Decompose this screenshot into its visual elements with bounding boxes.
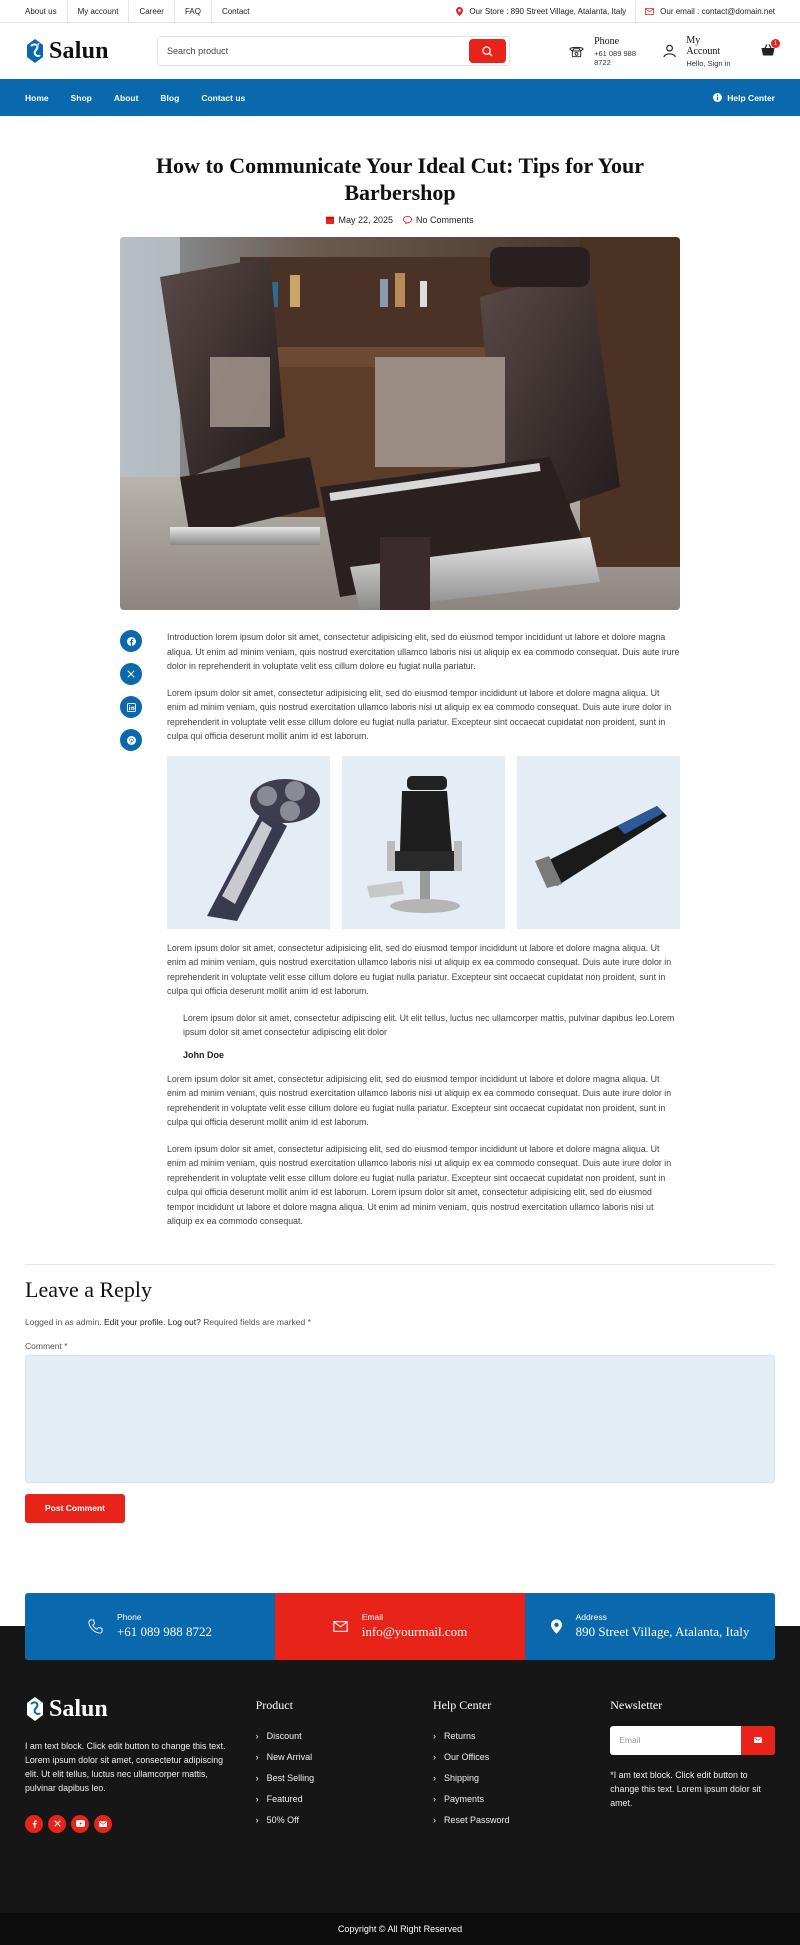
phone-handset-icon [88, 1619, 103, 1634]
cart-count-badge: 1 [771, 39, 780, 48]
logo-text: Salun [49, 37, 109, 64]
user-icon [663, 44, 676, 58]
footer-link-returns[interactable] [433, 1726, 610, 1747]
envelope-icon [754, 1737, 762, 1743]
barber-chairs-photo [120, 237, 680, 610]
header-account[interactable] [663, 35, 733, 68]
hair-trimmer-icon [517, 756, 680, 929]
post-comments-text: No Comments [416, 215, 474, 225]
footer-product-title: Product [255, 1697, 293, 1712]
chevron-right-icon: › [255, 1773, 259, 1783]
telephone-icon [569, 45, 584, 58]
footer-socials [25, 1815, 231, 1833]
footer-link-label: New Arrival [266, 1752, 313, 1762]
footer-link-offices[interactable] [433, 1747, 610, 1768]
log-out-link[interactable]: Log out? [167, 1316, 201, 1327]
search-button[interactable] [469, 39, 506, 63]
post-comments[interactable] [403, 215, 474, 225]
site-footer [0, 1626, 800, 1913]
header-phone[interactable] [569, 36, 651, 67]
footer-area [0, 1593, 800, 1945]
top-bar [0, 0, 800, 23]
top-link-account[interactable]: My account [67, 0, 129, 22]
gallery-shaver-image[interactable] [167, 756, 330, 929]
footer-product-column [256, 1696, 433, 1913]
footer-help-column [433, 1696, 610, 1913]
share-linkedin[interactable] [120, 696, 142, 718]
newsletter-text: *I am text block. Click edit button to change this text. Lorem ipsum dolor sit amet. [610, 1769, 761, 1808]
quote-text: Lorem ipsum dolor sit amet, consectetur adipiscing elit. Ut elit tellus, luctus nec ullamcorper mattis, pulvinar dapibus leo.Lorem ipsum dolor sit amet consectetur adipiscing elit dolor [183, 1012, 675, 1037]
contact-address[interactable] [525, 1593, 775, 1660]
contact-phone[interactable] [25, 1593, 275, 1660]
footer-x[interactable] [48, 1815, 66, 1833]
footer-link-label: Our Offices [443, 1752, 490, 1762]
chevron-right-icon: › [432, 1731, 436, 1741]
phone-title: Phone [594, 35, 620, 47]
footer-link-label: Best Selling [266, 1773, 315, 1783]
footer-newsletter [610, 1696, 775, 1913]
logged-in-notice [25, 1317, 775, 1327]
footer-about [25, 1696, 231, 1913]
mail-icon [333, 1621, 348, 1632]
help-center-link[interactable] [713, 93, 775, 103]
comment-form [0, 1265, 800, 1523]
footer-link-label: Featured [266, 1794, 303, 1804]
post-date-text: May 22, 2025 [338, 215, 394, 225]
post-title: How to Communicate Your Ideal Cut: Tips for Your Barbershop [155, 153, 645, 205]
footer-link-discount[interactable] [256, 1726, 433, 1747]
footer-logo-mark-icon [25, 1696, 45, 1722]
footer-facebook[interactable] [25, 1815, 43, 1833]
footer-link-label: Returns [443, 1731, 476, 1741]
account-signin[interactable]: Hello, Sign in [686, 58, 731, 68]
footer-youtube[interactable] [71, 1815, 89, 1833]
contact-address-label: Address [575, 1612, 607, 1622]
search-bar[interactable] [157, 36, 510, 66]
paragraph-2: Lorem ipsum dolor sit amet, consectetur adipisicing elit, sed do eiusmod tempor incididunt ut labore et dolore magna aliqua. Ut enim ad minim veniam, quis nostrud exercitation ullamco laboris nisi ut aliquip ex ea commodo consequat. Duis aute irure dolor in reprehenderit in voluptate velit esse cillum dolore eu fugiat nulla pariatur. Excepteur sint occaecat cupidatat non proident, sunt in culpa qui officia deserunt mollit anim id est laborum. [167, 687, 672, 741]
store-info [447, 0, 635, 22]
nav-about[interactable]: About [113, 92, 139, 103]
footer-help-title: Help Center [432, 1697, 492, 1712]
info-icon [713, 93, 722, 102]
newsletter-title: Newsletter [610, 1697, 663, 1712]
store-address: Our Store : 890 Street Village, Atalanta, Italy [469, 6, 627, 16]
cart-button[interactable] [761, 40, 778, 58]
x-twitter-icon [127, 670, 135, 678]
paragraph-4: Lorem ipsum dolor sit amet, consectetur adipisicing elit, sed do eiusmod tempor incididunt ut labore et dolore magna aliqua. Ut enim ad minim veniam, quis nostrud exercitation ullamco laboris nisi ut aliquip ex ea commodo consequat. Duis aute irure dolor in reprehenderit in voluptate velit esse cillum dolore eu fugiat nulla pariatur. Excepteur sint occaecat cupidatat non proident, sunt in culpa qui officia deserunt mollit anim id est laborum. [167, 1073, 672, 1127]
linkedin-icon [127, 703, 136, 712]
featured-image [120, 237, 680, 610]
share-pinterest[interactable] [120, 729, 142, 751]
contact-email-value: info@yourmail.com [361, 1624, 468, 1639]
footer-link-shipping[interactable] [433, 1768, 610, 1789]
footer-link-payments[interactable] [433, 1789, 610, 1810]
copyright-bar [0, 1913, 800, 1945]
footer-link-reset-password[interactable] [433, 1810, 610, 1831]
map-pin-icon [551, 1619, 562, 1634]
footer-link-label: Discount [266, 1731, 302, 1741]
footer-link-label: Shipping [443, 1773, 479, 1783]
reply-title: Leave a Reply [25, 1276, 153, 1302]
post-comment-button[interactable]: Post Comment [25, 1494, 125, 1523]
chevron-right-icon: › [432, 1752, 436, 1762]
footer-link-label: 50% Off [266, 1815, 299, 1825]
required-notice: Required fields are marked * [203, 1316, 311, 1327]
footer-link-50-off[interactable] [256, 1810, 433, 1831]
store-email[interactable]: Our email : contact@domain.net [660, 6, 775, 16]
footer-link-new-arrival[interactable] [256, 1747, 433, 1768]
blockquote [167, 1011, 680, 1060]
facebook-icon [127, 637, 136, 646]
phone-number: +61 089 988 8722 [594, 48, 636, 67]
nav-blog[interactable]: Blog [160, 92, 180, 103]
chevron-right-icon: › [255, 1731, 259, 1741]
footer-logo[interactable] [25, 1696, 231, 1723]
copyright-text: Copyright © All Right Reserved [337, 1923, 463, 1934]
comment-textarea[interactable] [25, 1355, 775, 1483]
envelope-icon [645, 8, 654, 15]
search-icon [482, 46, 493, 57]
top-link-about[interactable]: About us [25, 6, 57, 16]
footer-link-label: Reset Password [443, 1815, 510, 1825]
paragraph-3: Lorem ipsum dolor sit amet, consectetur adipisicing elit, sed do eiusmod tempor incididunt ut labore et dolore magna aliqua. Ut enim ad minim veniam, quis nostrud exercitation ullamco laboris nisi ut aliquip ex ea commodo consequat. Duis aute irure dolor in reprehenderit in voluptate velit esse cillum dolore eu fugiat nulla pariatur. Excepteur sint occaecat cupidatat non proident, sunt in culpa qui officia deserunt mollit anim id est laborum. [167, 942, 672, 996]
newsletter-email-input[interactable]: Email [610, 1726, 741, 1755]
footer-email[interactable] [94, 1815, 112, 1833]
main-nav [0, 79, 800, 116]
edit-profile-link[interactable]: Edit your profile. [103, 1316, 166, 1327]
logo[interactable] [25, 38, 132, 65]
top-links [25, 0, 260, 22]
account-title: My Account [686, 34, 721, 57]
footer-link-label: Payments [443, 1794, 484, 1804]
pinterest-icon [127, 736, 136, 745]
calendar-icon [326, 216, 334, 224]
footer-link-best-selling[interactable] [256, 1768, 433, 1789]
electric-shaver-icon [167, 756, 330, 929]
newsletter-form [610, 1726, 775, 1755]
chevron-right-icon: › [255, 1815, 259, 1825]
footer-link-featured[interactable] [256, 1789, 433, 1810]
top-info [447, 0, 775, 22]
newsletter-submit-button[interactable] [741, 1726, 775, 1755]
comment-label: Comment * [25, 1340, 68, 1351]
post-date[interactable] [326, 215, 393, 225]
share-buttons [120, 630, 142, 1241]
top-link-contact[interactable]: Contact [211, 0, 260, 22]
blog-post [120, 116, 680, 1241]
image-gallery [167, 756, 680, 929]
x-twitter-icon [54, 1820, 61, 1827]
nav-home[interactable]: Home [25, 92, 49, 103]
search-input[interactable]: Search product [167, 46, 229, 56]
logged-in-text: Logged in as admin. [25, 1316, 102, 1327]
post-body [120, 630, 680, 1241]
paragraph-5: Lorem ipsum dolor sit amet, consectetur adipisicing elit, sed do eiusmod tempor incididunt ut labore et dolore magna aliqua. Ut enim ad minim veniam, quis nostrud exercitation ullamco laboris nisi ut aliquip ex ea commodo consequat. Duis aute irure dolor in reprehenderit in voluptate velit esse cillum dolore eu fugiat nulla pariatur. Excepteur sint occaecat cupidatat non proident, sunt in culpa qui officia deserunt mollit anim id est laborum. Lorem ipsum dolor sit amet, consectetur adipisicing elit, sed do eiusmod tempor incididunt ut labore et dolore magna aliqua. Ut enim ad minim veniam, quis nostrud exercitation ullamco laboris nisi ut aliquip ex ea commodo consequat. [167, 1143, 672, 1226]
contact-strip [25, 1593, 775, 1660]
footer-logo-text: Salun [49, 1695, 108, 1722]
top-link-career[interactable]: Career [128, 0, 173, 22]
location-pin-icon [456, 7, 463, 16]
contact-email-label: Email [361, 1612, 384, 1622]
facebook-icon [31, 1820, 38, 1828]
gallery-trimmer-image[interactable] [517, 756, 680, 929]
email-info [635, 0, 775, 22]
nav-contact[interactable]: Contact us [201, 92, 246, 103]
site-header [0, 23, 800, 79]
gallery-barber-chair-image[interactable] [342, 756, 505, 929]
envelope-icon [99, 1821, 107, 1827]
chevron-right-icon: › [432, 1794, 436, 1804]
top-link-faq[interactable]: FAQ [174, 0, 211, 22]
contact-address-value: 890 Street Village, Atalanta, Italy [575, 1624, 750, 1639]
share-x[interactable] [120, 663, 142, 685]
share-facebook[interactable] [120, 630, 142, 652]
chevron-right-icon: › [255, 1794, 259, 1804]
post-content [167, 630, 680, 1241]
barber-chair-icon [342, 756, 505, 929]
youtube-icon [76, 1820, 85, 1827]
chevron-right-icon: › [432, 1773, 436, 1783]
help-center-label: Help Center [727, 92, 775, 103]
footer-about-text: I am text block. Click edit button to change this text. Lorem ipsum dolor sit amet, consectetur adipiscing elit. Ut elit tellus, luctus nec ullamcorper mattis, pulvinar dapibus leo. [25, 1740, 226, 1793]
nav-shop[interactable]: Shop [70, 92, 92, 103]
contact-phone-label: Phone [116, 1612, 142, 1622]
chevron-right-icon: › [255, 1752, 259, 1762]
chevron-right-icon: › [432, 1815, 436, 1825]
logo-mark-icon [25, 38, 45, 64]
quote-author: John Doe [183, 1049, 225, 1060]
contact-email[interactable] [275, 1593, 525, 1660]
post-meta [120, 215, 680, 225]
comment-bubble-icon [403, 216, 412, 224]
intro-paragraph: Introduction lorem ipsum dolor sit amet, consectetur adipisicing elit, sed do eiusmod tempor incididunt ut labore et dolore magna aliqua. Ut enim ad minim veniam, quis nostrud exercitation ullamco laboris nisi ut aliquip ex ea commodo consequat. Duis aute irure dolor in reprehenderit in voluptate velit ess cillum dolore eu fugiat nulla pariatur. [167, 632, 680, 671]
contact-phone-value: +61 089 988 8722 [116, 1624, 213, 1639]
